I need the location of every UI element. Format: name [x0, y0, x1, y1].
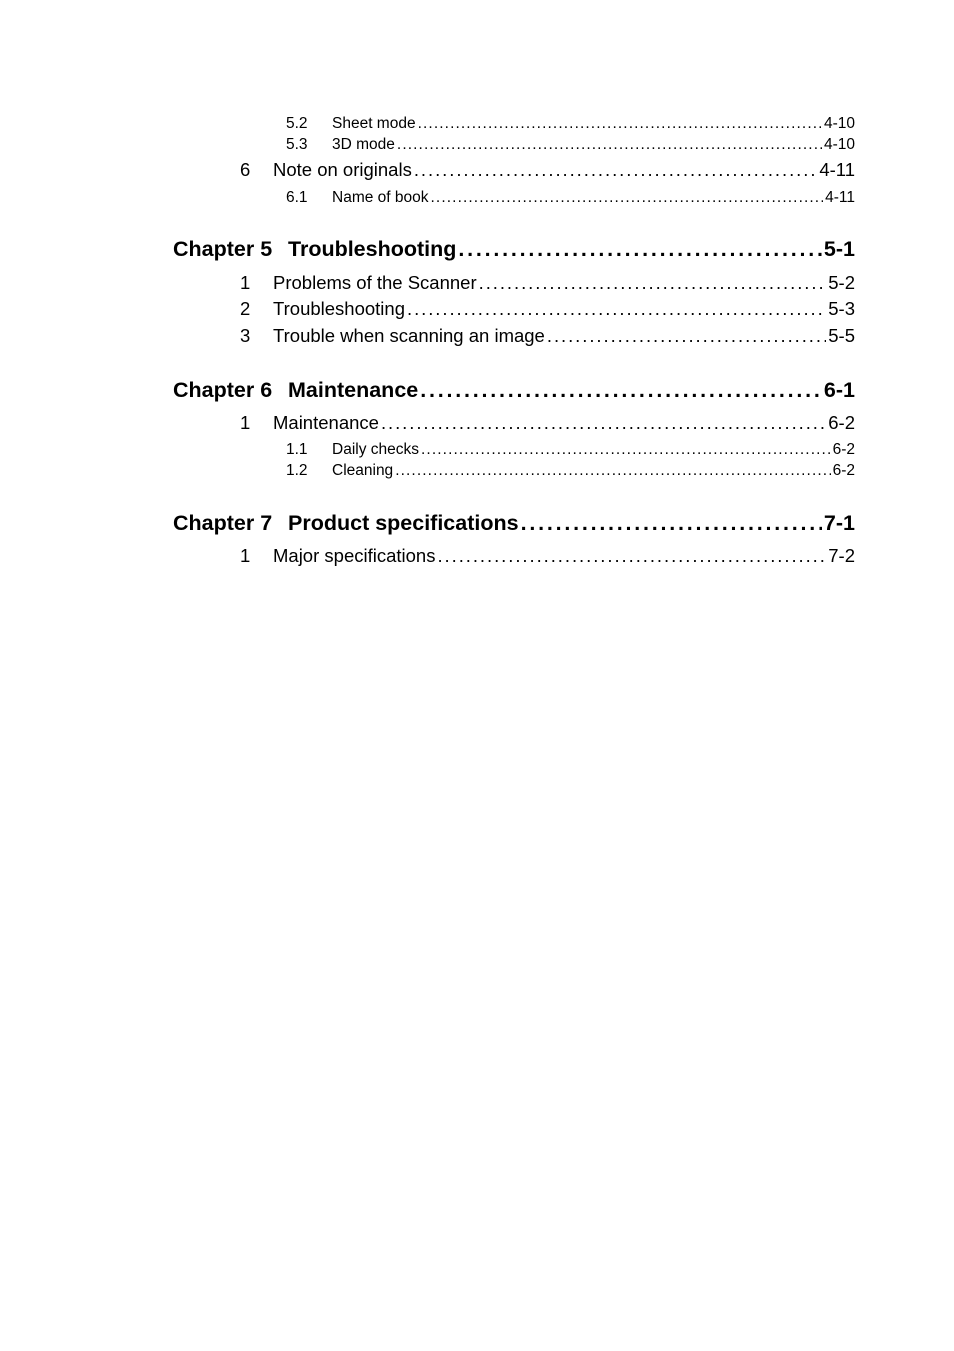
toc-page-number: 4-10: [823, 115, 855, 132]
dot-leader: [547, 324, 826, 348]
toc-number: 3: [240, 325, 251, 346]
toc-number: 5.3: [286, 136, 308, 153]
toc-page-number: 5-2: [828, 272, 855, 293]
toc-entry-6-sec-1[interactable]: [240, 411, 855, 435]
toc-entry-6[interactable]: [240, 158, 855, 182]
toc-number: 1: [240, 545, 251, 566]
toc-page-number: 5-1: [823, 237, 855, 261]
toc-title: Major specifications: [273, 545, 436, 566]
toc-chapter-title: Product specifications: [288, 511, 519, 535]
dot-leader: [418, 114, 822, 134]
dot-leader: [421, 440, 831, 460]
toc-title: Cleaning: [332, 462, 394, 479]
toc-chapter-5[interactable]: [173, 235, 855, 263]
dot-leader: [420, 376, 822, 404]
toc-entry-6-1[interactable]: [286, 188, 855, 208]
toc-title: Daily checks: [332, 441, 419, 458]
toc-number: 1.1: [286, 441, 308, 458]
toc-number: 1: [240, 412, 251, 433]
toc-page-number: 5-5: [828, 325, 855, 346]
toc-entry-5-2[interactable]: [286, 114, 855, 134]
toc-chapter-6[interactable]: [173, 376, 855, 404]
dot-leader: [458, 235, 822, 263]
toc-page-number: 6-2: [832, 462, 855, 479]
toc-page-number: 6-1: [823, 378, 855, 402]
toc-entry-7-sec-1[interactable]: [240, 544, 855, 568]
toc-page-number: 6-2: [832, 441, 855, 458]
dot-leader: [479, 271, 827, 295]
dot-leader: [437, 544, 826, 568]
toc-page-number: 6-2: [828, 412, 855, 433]
toc-page-number: 4-10: [823, 136, 855, 153]
toc-entry-1-2[interactable]: [286, 461, 855, 481]
toc-title: Maintenance: [273, 412, 379, 433]
toc-entry-1-1[interactable]: [286, 440, 855, 460]
toc-number: 1.2: [286, 462, 308, 479]
toc-chapter-number: Chapter 6: [173, 378, 273, 402]
toc-entry-5-3[interactable]: [286, 135, 855, 155]
toc-chapter-title: Troubleshooting: [288, 237, 457, 261]
toc-title: Note on originals: [273, 159, 412, 180]
dot-leader: [431, 188, 824, 208]
toc-title: Sheet mode: [332, 115, 416, 132]
toc-title: Troubleshooting: [273, 298, 405, 319]
dot-leader: [381, 411, 826, 435]
toc-title: Problems of the Scanner: [273, 272, 477, 293]
toc-page-number: 7-2: [828, 545, 855, 566]
toc-page-number: 5-3: [828, 298, 855, 319]
toc-number: 1: [240, 272, 251, 293]
toc-page-number: 7-1: [823, 511, 855, 535]
toc-chapter-number: Chapter 7: [173, 511, 273, 535]
dot-leader: [407, 297, 826, 321]
toc-chapter-7[interactable]: [173, 509, 855, 537]
toc-entry-5-sec-2[interactable]: [240, 297, 855, 321]
toc-page-number: 4-11: [825, 189, 855, 206]
toc-chapter-number: Chapter 5: [173, 237, 273, 261]
toc-title: Trouble when scanning an image: [273, 325, 545, 346]
dot-leader: [397, 135, 822, 155]
toc-chapter-title: Maintenance: [288, 378, 419, 402]
toc-entry-5-sec-3[interactable]: [240, 324, 855, 348]
toc-number: 6.1: [286, 189, 308, 206]
dot-leader: [395, 461, 830, 481]
toc-page-number: 4-11: [819, 159, 855, 180]
toc-entry-5-sec-1[interactable]: [240, 271, 855, 295]
toc-title: 3D mode: [332, 136, 395, 153]
toc-number: 5.2: [286, 115, 308, 132]
dot-leader: [414, 158, 818, 182]
toc-number: 2: [240, 298, 251, 319]
dot-leader: [521, 509, 822, 537]
toc-title: Name of book: [332, 189, 429, 206]
toc-number: 6: [240, 159, 251, 180]
